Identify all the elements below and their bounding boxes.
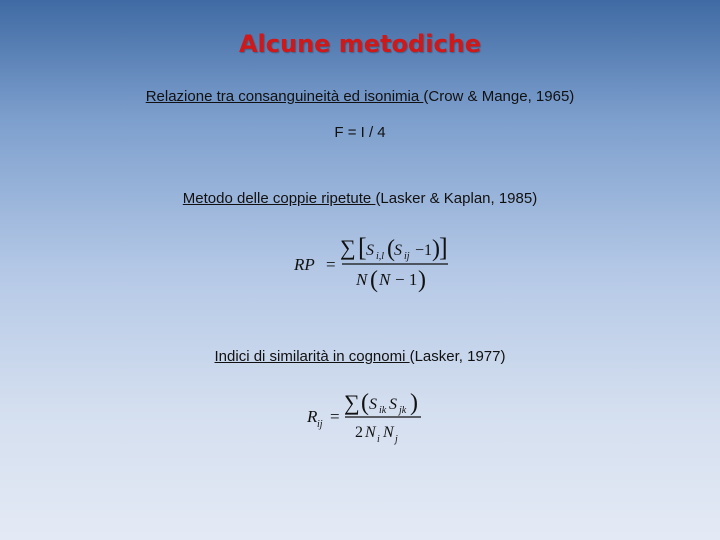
formula-rij-sum: ∑ xyxy=(344,390,360,415)
formula-rp-paren-open: ( xyxy=(387,236,395,262)
formula-rij-lhs-sub: ij xyxy=(317,419,323,430)
formula-rp xyxy=(290,228,460,294)
formula-rp-paren-close: ) xyxy=(432,236,440,262)
section-2-heading xyxy=(0,190,720,207)
formula-rp-s1: S xyxy=(366,242,374,259)
formula-rij-den-2: 2 xyxy=(355,424,363,441)
section-1-heading xyxy=(0,88,720,105)
section-3-label: Indici di similarità in cognomi xyxy=(214,348,410,365)
formula-rp-s2-sub: ij xyxy=(404,251,410,262)
formula-rp-equals: = xyxy=(326,255,336,274)
formula-rij-equals: = xyxy=(330,407,340,426)
formula-rij-s1: S xyxy=(369,396,377,413)
section-3-citation: (Lasker, 1977) xyxy=(409,348,506,365)
formula-rij-paren-close: ) xyxy=(410,390,418,416)
formula-rij-den-nj: N xyxy=(383,424,394,441)
formula-rij-den-ni-sub: i xyxy=(377,434,380,445)
formula-rp-den-minus-one: − 1 xyxy=(395,270,418,289)
section-2-label: Metodo delle coppie ripetute xyxy=(182,190,376,207)
formula-rp-den-paren-close: ) xyxy=(418,267,426,293)
section-3-heading xyxy=(0,348,720,365)
formula-rp-den-paren-open: ( xyxy=(370,267,378,293)
formula-rij-den-nj-sub: j xyxy=(395,434,398,445)
formula-rij-paren-open: ( xyxy=(361,390,369,416)
formula-rij-lhs: R xyxy=(307,407,318,426)
formula-rp-s1-sub: i,l xyxy=(376,251,385,262)
formula-rp-lhs: RP xyxy=(294,255,315,274)
section-2-citation: (Lasker & Kaplan, 1985) xyxy=(375,190,538,207)
formula-rij-s1-sub: ik xyxy=(379,405,387,416)
formula-rp-minus-one: −1 xyxy=(415,242,433,259)
formula-rp-s2: S xyxy=(394,242,402,259)
formula-rij xyxy=(303,386,433,446)
formula-rij-den-ni: N xyxy=(365,424,376,441)
formula-rij-s2: S xyxy=(389,396,397,413)
formula-rp-den-n: N xyxy=(356,270,368,289)
formula-rp-bracket-open: [ xyxy=(358,233,367,262)
formula-rij-s2-sub: jk xyxy=(399,405,407,416)
formula-f-equals-i-over-4: F = I / 4 xyxy=(334,124,386,141)
formula-rp-bracket-close: ] xyxy=(439,233,448,262)
section-1-citation: (Crow & Mange, 1965) xyxy=(423,88,575,105)
section-1-label: Relazione tra consanguineità ed isonimia xyxy=(145,88,424,105)
formula-rp-den-n2: N xyxy=(379,270,391,289)
slide-title: Alcune metodiche xyxy=(238,30,482,58)
formula-rp-sum: ∑ xyxy=(340,235,356,260)
